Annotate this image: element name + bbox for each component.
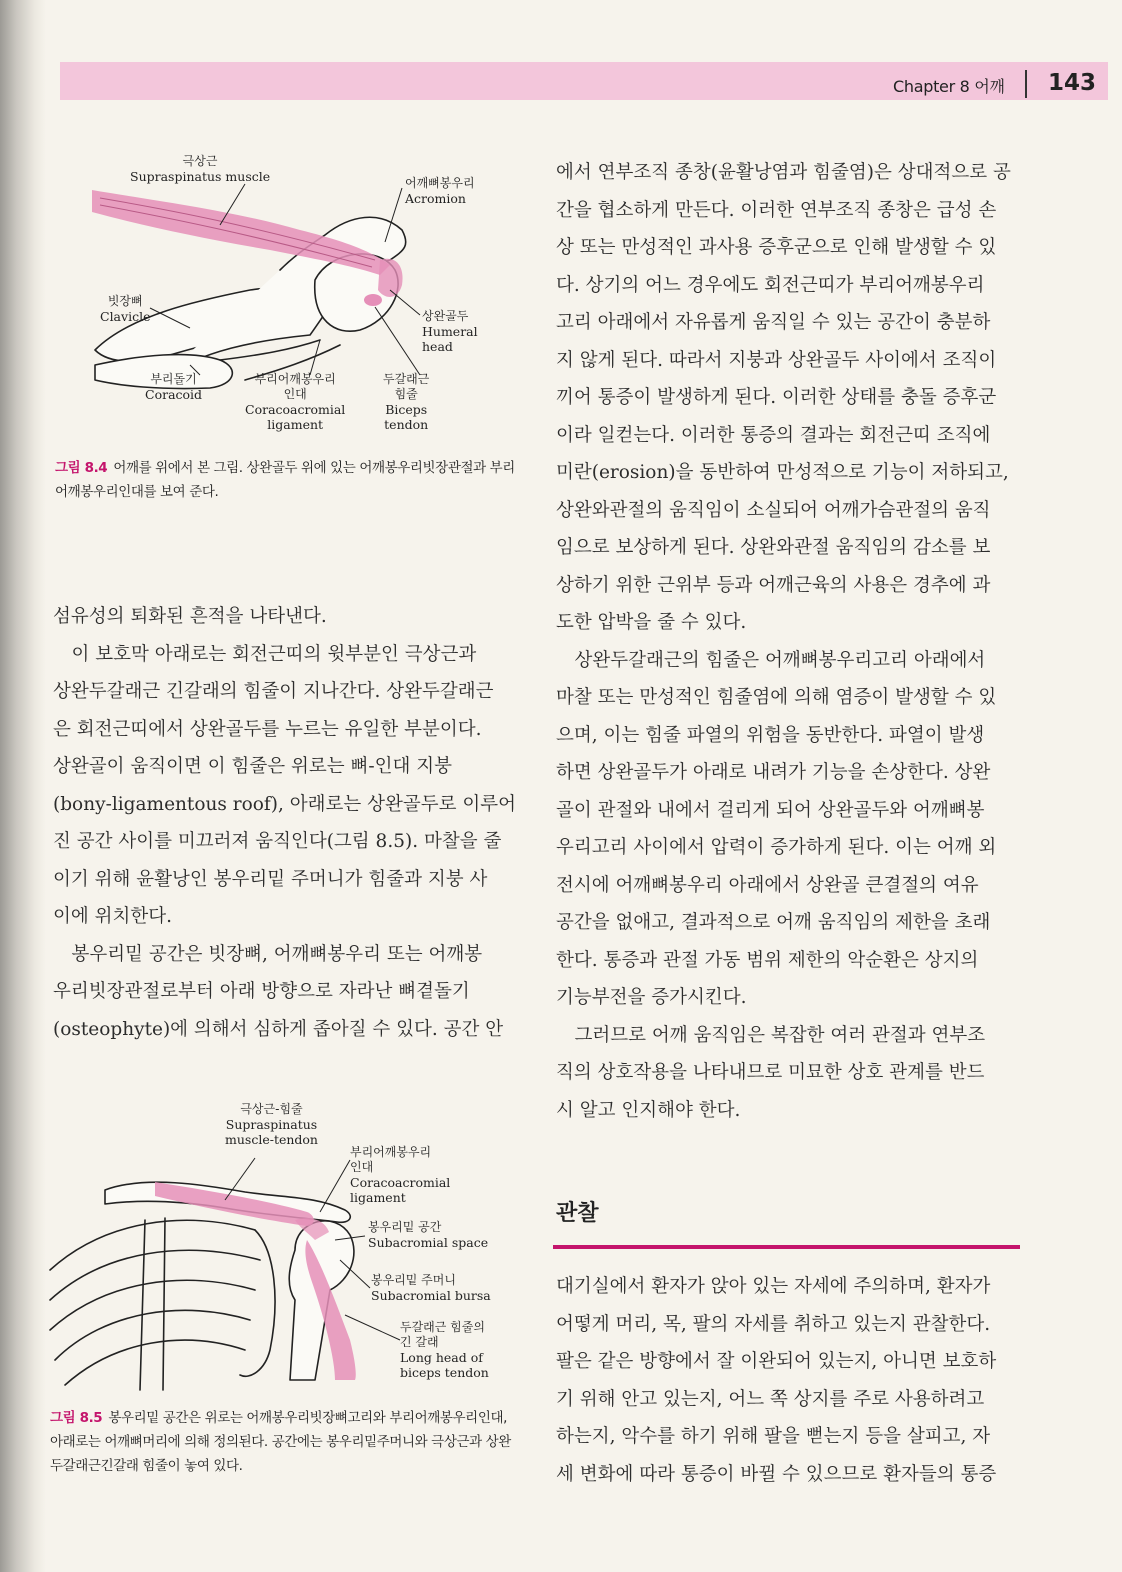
text-line: 봉우리밑 공간은 빗장뼈, 어깨뼈봉우리 또는 어깨봉 [53,943,483,965]
figure-8-4-caption-text: 어깨를 위에서 본 그림. 상완골두 위에 있는 어깨봉우리빗장관절과 부리어깨봉우리인대를 보여 준다. [55,460,515,500]
text-line: 기능부전을 증가시킨다. [556,987,747,1008]
text-line: 끼어 통증이 발생하게 된다. 이러한 상태를 충돌 증후군 [556,387,997,408]
label-subacromial-space: 봉우리밑 공간 Subacromial space [368,1220,489,1250]
text-line: 고리 아래에서 자유롭게 움직일 수 있는 공간이 충분하 [556,312,991,333]
text-line: 우리빗장관절로부터 아래 방향으로 자라난 뼈곁돌기 [53,981,470,1002]
label-acromion: 어깨뼈봉우리 Acromion [405,176,475,206]
text-line: 하면 상완골두가 아래로 내려가 기능을 손상한다. 상완 [556,762,991,783]
label-supraspinatus-tendon: 극상근-힘줄 Supraspinatus muscle-tendon [225,1102,318,1147]
text-line: 간을 협소하게 만든다. 이러한 연부조직 종창은 급성 손 [556,199,997,221]
chapter-label: Chapter 8 어깨 [893,77,1005,96]
text-line: 이기 위해 윤활낭인 봉우리밑 주머니가 힘줄과 지붕 사 [53,868,488,890]
text-line: 임으로 보상하게 된다. 상완와관절 움직임의 감소를 보 [556,537,991,558]
text-line: 은 회전근띠에서 상완골두를 누르는 유일한 부분이다. [53,718,482,740]
text-line: 상완두갈래근 긴갈래의 힘줄이 지나간다. 상완두갈래근 [53,681,494,702]
label-coracoacromial-ligament-85: 부리어깨봉우리 인대 Coracoacromial ligament [350,1145,451,1205]
text-line: 팔은 같은 방향에서 잘 이완되어 있는지, 아니면 보호하 [556,1351,997,1372]
label-humeral-head: 상완골두 Humeral head [422,309,478,354]
section-rule [553,1245,1020,1249]
right-column-text-b [556,1268,1030,1493]
label-coracoid: 부리돌기 Coracoid [145,372,203,402]
text-line: 으며, 이는 힘줄 파열의 위험을 동반한다. 파열이 발생 [556,724,985,746]
text-line: (osteophyte)에 의해서 심하게 좁아질 수 있다. 공간 안 [53,1018,504,1040]
text-line: 그러므로 어깨 움직임은 복잡한 여러 관절과 연부조 [556,1024,986,1046]
text-line: 다. 상기의 어느 경우에도 회전근띠가 부리어깨봉우리 [556,274,985,296]
text-line: 상완두갈래근의 힘줄은 어깨뼈봉우리고리 아래에서 [556,649,986,671]
text-line: 이라 일컫는다. 이러한 통증의 결과는 회전근띠 조직에 [556,424,991,446]
text-line: 세 변화에 따라 통증이 바뀔 수 있으므로 환자들의 통증 [556,1463,997,1485]
text-line: 이에 위치한다. [53,906,172,927]
label-supraspinatus: 극상근 Supraspinatus muscle [130,154,271,184]
left-column-text [53,598,523,1048]
figure-8-5-number: 그림 8.5 [50,1410,103,1426]
text-line: 섬유성의 퇴화된 흔적을 나타낸다. [53,606,327,627]
header-divider [1025,70,1027,98]
text-line: 시 알고 인지해야 한다. [556,1099,741,1121]
text-line: 상완와관절의 움직임이 소실되어 어깨가슴관절의 움직 [556,499,991,521]
figure-8-4 [50,150,520,450]
right-column-text-a [556,154,1030,1129]
text-line: 미란(erosion)을 동반하여 만성적으로 기능이 저하되고, [556,462,1009,483]
label-subacromial-bursa: 봉우리밑 주머니 Subacromial bursa [371,1273,491,1303]
text-line: 도한 압박을 줄 수 있다. [556,612,747,633]
text-line: 공간을 없애고, 결과적으로 어깨 움직임의 제한을 초래 [556,912,991,933]
label-biceps-long-head: 두갈래근 힘줄의 긴 갈래 Long head of biceps tendon [400,1320,489,1380]
text-line: (bony-ligamentous roof), 아래로는 상완골두로 이루어 [53,793,516,815]
text-line: 기 위해 안고 있는지, 어느 쪽 상지를 주로 사용하려고 [556,1388,985,1410]
text-line: 대기실에서 환자가 앉아 있는 자세에 주의하며, 환자가 [556,1276,991,1297]
text-line: 한다. 통증과 관절 가동 범위 제한의 악순환은 상지의 [556,949,979,971]
text-line: 직의 상호작용을 나타내므로 미묘한 상호 관계를 반드 [556,1062,985,1083]
label-clavicle: 빗장뼈 Clavicle [100,294,151,324]
section-title-observation: 관찰 [556,1201,599,1226]
figure-8-4-number: 그림 8.4 [55,460,108,476]
text-line: 에서 연부조직 종창(윤활낭염과 힘줄염)은 상대적으로 공 [556,162,1011,183]
text-line: 전시에 어깨뼈봉우리 아래에서 상완골 큰결절의 여유 [556,874,979,896]
text-line: 지 않게 된다. 따라서 지붕과 상완골두 사이에서 조직이 [556,349,997,371]
figure-8-5 [45,1100,525,1395]
text-line: 하는지, 악수를 하기 위해 팔을 뻗는지 등을 살피고, 자 [556,1426,991,1447]
text-line: 어떻게 머리, 목, 팔의 자세를 취하고 있는지 관찰한다. [556,1313,991,1335]
binding-shadow [0,0,46,1572]
text-line: 상하기 위한 근위부 등과 어깨근육의 사용은 경추에 과 [556,574,991,596]
figure-8-5-caption-text: 봉우리밑 공간은 위로는 어깨봉우리빗장뼈고리와 부리어깨봉우리인대, 아래로는 어깨뼈머리에 의해 정의된다. 공간에는 봉우리밑주머니와 극상근과 상완두갈래근긴갈래 힘줄이 놓여 있다. [50,1410,511,1474]
label-biceps-tendon: 두갈래근 힘줄 Biceps tendon [383,372,430,432]
text-line: 상완골이 움직이면 이 힘줄은 위로는 뼈-인대 지붕 [53,756,452,777]
text-line: 상 또는 만성적인 과사용 증후군으로 인해 발생할 수 있 [556,237,997,258]
text-line: 진 공간 사이를 미끄러져 움직인다(그림 8.5). 마찰을 줄 [53,831,502,852]
figure-8-5-caption [50,1406,520,1478]
figure-8-4-caption [55,456,525,504]
text-line: 이 보호막 아래로는 회전근띠의 윗부분인 극상근과 [53,643,477,665]
text-line: 마찰 또는 만성적인 힘줄염에 의해 염증이 발생할 수 있 [556,687,997,708]
label-coracoacromial-ligament: 부리어깨봉우리 인대 Coracoacromial ligament [245,372,346,432]
text-line: 골이 관절와 내에서 걸리게 되어 상완골두와 어깨뼈봉 [556,799,985,821]
page-number: 143 [1048,70,1097,96]
text-line: 우리고리 사이에서 압력이 증가하게 된다. 이는 어깨 외 [556,837,997,858]
